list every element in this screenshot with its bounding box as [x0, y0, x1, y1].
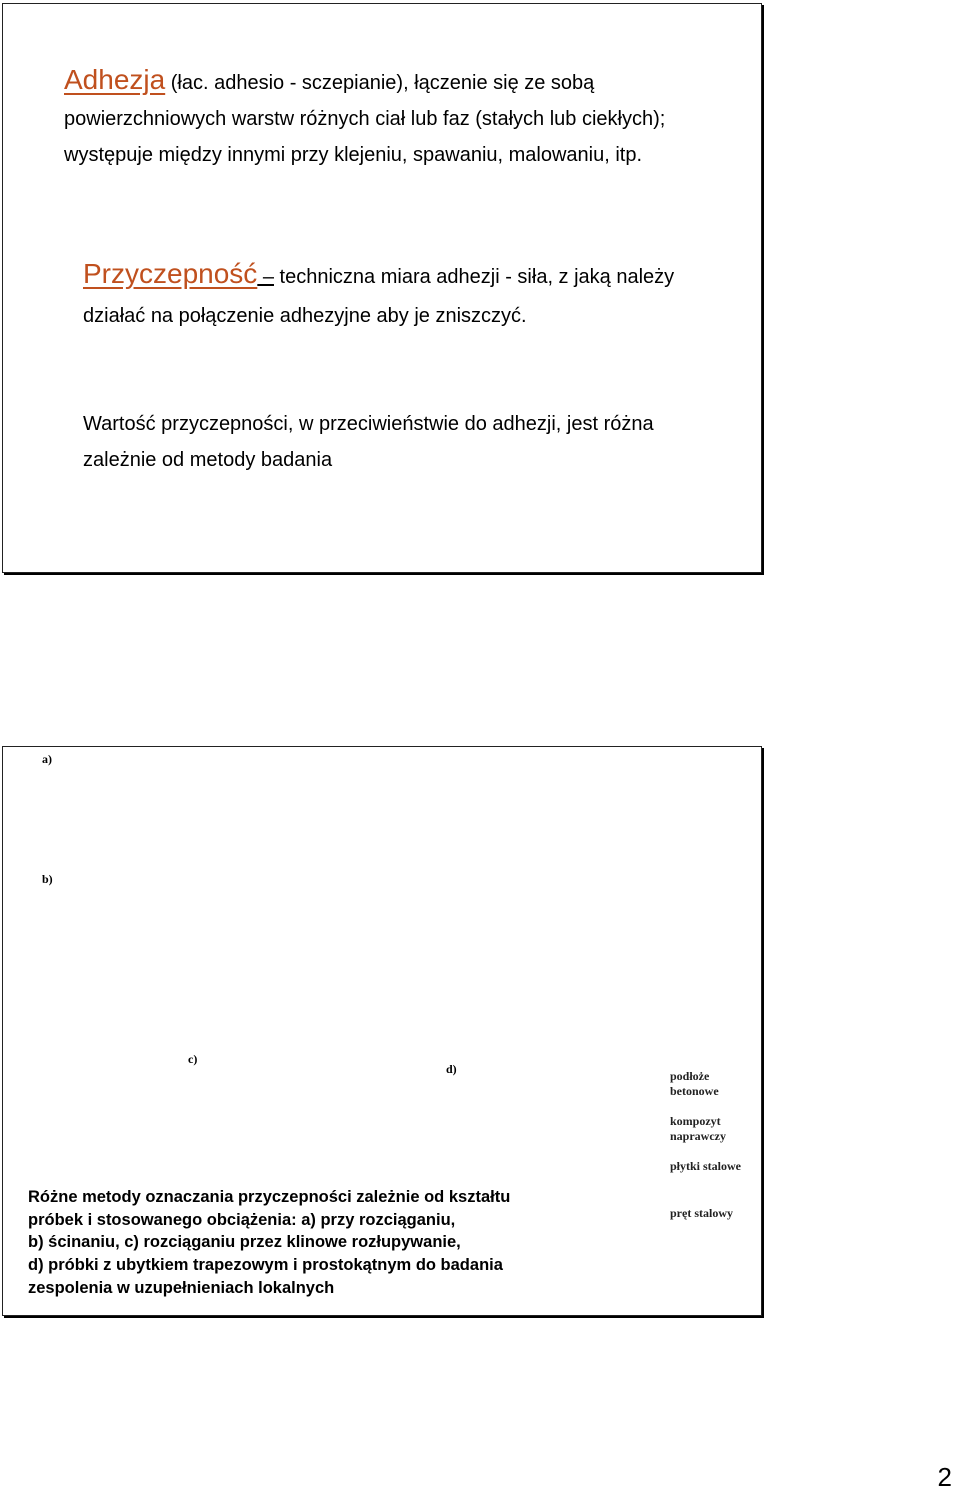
label-d: d) [446, 1062, 457, 1076]
term-przyczepnosc: Przyczepność [83, 258, 258, 289]
adherence-text: techniczna miara adhezji - siła, z jaką należy działać na połączenie adhezyjne aby je zniszczyć. [83, 266, 675, 327]
legend-composite: kompozyt naprawczy [670, 1114, 726, 1143]
label-a: a) [42, 752, 52, 766]
figure-caption: Różne metody oznaczania przyczepności zależnie od kształtu próbek i stosowanego obciążenia: a) przy rozciąganiu, b) ścinaniu, c) rozciąganiu przez klinowe rozłupywanie, d) próbki z ubytkiem trapezowym i prostokątnym do badania zespolenia w uzupełnieniach lokalnych [28, 1188, 511, 1297]
adherence-definition [83, 255, 693, 335]
term-adhezja: Adhezja [64, 64, 166, 95]
dash: – [257, 266, 274, 288]
legend-concrete: podłoże betonowe [670, 1069, 719, 1098]
legend-steel-plates: płytki stalowe [670, 1159, 742, 1173]
legend-steel-rod: pręt stalowy [670, 1206, 733, 1220]
adhesion-text: (łac. adhesio - sczepianie), łączenie się ze sobą powierzchniowych warstw różnych ciał lub faz (stałych lub ciekłych); występuje między innymi przy klejeniu, spawaniu, malowaniu, itp. [64, 72, 666, 166]
label-c: c) [188, 1052, 198, 1066]
page-number: 2 [937, 1462, 952, 1492]
adhesion-definition [64, 62, 704, 173]
label-b: b) [42, 872, 53, 886]
adherence-value-note: Wartość przyczepności, w przeciwieństwie do adhezji, jest różna zależnie od metody badania [83, 413, 654, 471]
